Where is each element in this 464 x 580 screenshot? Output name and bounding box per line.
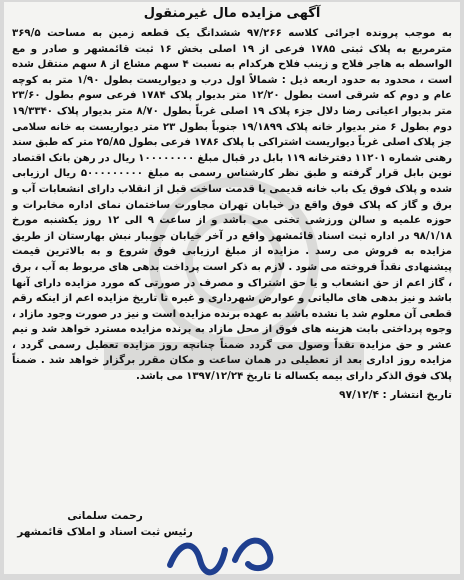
publish-date: تاریخ انتشار : ۹۷/۱۲/۴ [339, 388, 452, 401]
stamp-mark [150, 520, 300, 580]
notice-title: آگهی مزایده مال غیرمنقول [143, 6, 321, 21]
notice-body: به موجب پرونده اجرائی کلاسه ۹۷/۲۶۶ ششدانگ یک قطعه زمین به مساحت ۳۶۹/۵ مترمربع به پلاک ثبتی ۱۷۸۵ فرعی از ۱۹ اصلی بخش ۱۶ ثبت قائمشهر و صادر و مع الواسطه به هاجر فلاح و زینب فلاح هرکدام به نسبت ۴ سهم مشاع از ۸ سهم منتقل شده است ، محدود به حدود اربعه ذیل : شمالاً اول درب و دیواریست بطول ۱/۹۰ متر به کوچه عام و دوم که شرقی است بطول ۱۲/۲۰ متر بدیوار پلاک ۱۷۸۴ فرعی سوم بطول ۲۳/۶۰ متر بدیوار اعیانی رضا دلال جزء پلاک ۱۹ اصلی غرباً بطول ۸/۷۰ متر بدیوار پلاک ۱۹/۳۳۴۰ دوم بطول ۶ متر بدیوار خانه پلاک ۱۹/۱۸۹۹ جنوباً بطول ۲۳ متر دیواریست به خانه سلامی جز پلاک اصلی غرباً دیواریست اشتراکی با پلاک ۱۷۸۶ فرعی بطول ۲۵/۸۵ متر که طبق سند رهنی شماره ۱۱۲۰۱ دفترخانه ۱۱۹ بابل در قبال مبلغ ۱۰۰۰۰۰۰۰۰ ریال در رهن بانک اقتصاد نوین بابل قرار گرفته و طبق نظر کارشناس رسمی به مبلغ ۵۰۰۰۰۰۰۰۰۰ ریال ارزیابی شده و پلاک فوق یک باب خانه قدیمی با قدمت ساخت قبل از انقلاب دارای انشعابات آب و برق و گاز که پلاک فوق واقع در خیابان تهران مجاورت ساختمان نمای اداره مخابرات و حوزه علمیه و سالن ورزشی تختی می باشد و از ساعت ۹ الی ۱۲ روز یکشنبه مورخ ۹۸/۱/۱۸ در اداره ثبت اسناد قائمشهر واقع در آخر خیابان جویبار نبش بهارستان از طریق مزایده به فروش می رسد . مزایده از مبلغ ارزیابی فوق شروع و به بالاترین قیمت پیشنهادی نقداً فروخته می شود . لازم به ذکر است پرداخت بدهی های مربوط به آب ، برق ، گاز اعم از حق انشعاب و یا حق اشتراک و مصرف در صورتی که مورد مزایده دارای آنها باشد و نیز بدهی های مالیاتی و عوارض شهرداری و غیره تا تاریخ مزایده اعم از اینکه رقم قطعی آن معلوم شد یا نشده باشد به عهده برنده مزایده است و نیز در صورت وجود مازاد ، وجوه پرداختی بابت هزینه های فوق از محل مازاد به برنده مزایده مسترد خواهد شد و نیم عشر و حق مزایده نقداً وصول می گردد ضمناً چنانچه روز مزایده تعطیل رسمی گردد ، مزایده روز اداری بعد از تعطیلی در همان ساعت و مکان مقرر برگزار خواهد شد . ضمناً پلاک فوق الذکر دارای بیمه یکساله تا تاریخ ۱۳۹۷/۱۲/۲۴ می باشد. [12, 28, 453, 383]
signer-name: رحمت سلمانی [67, 510, 143, 522]
signer-title: رئیس ثبت اسناد و املاک قائمشهر [17, 526, 193, 538]
auction-notice [4, 2, 460, 574]
